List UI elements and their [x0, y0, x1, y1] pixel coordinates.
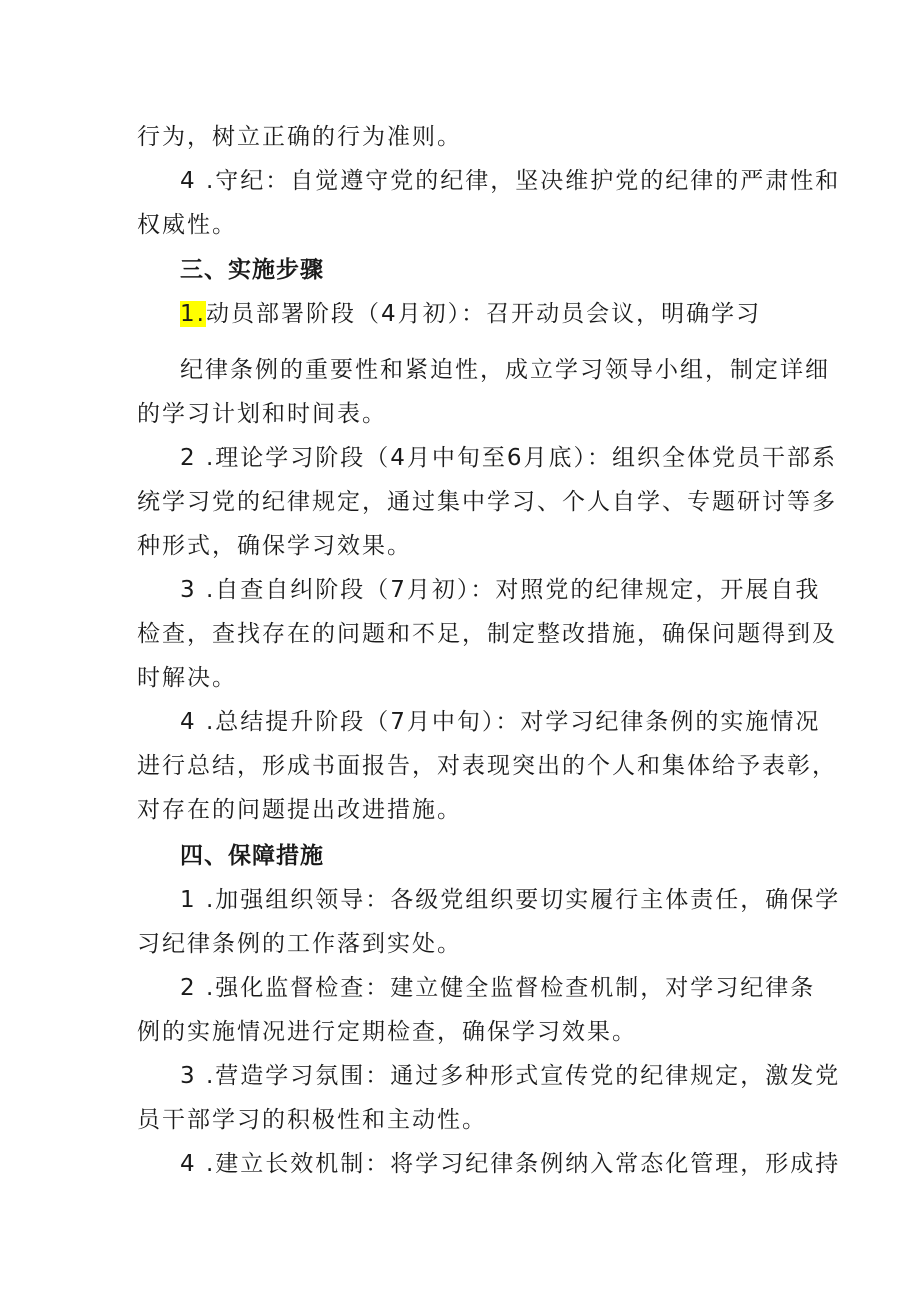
paragraph-line: 3 .营造学习氛围：通过多种形式宣传党的纪律规定，激发党 — [180, 1063, 841, 1089]
paragraph-line: 对存在的问题提出改进措施。 — [137, 797, 462, 823]
paragraph-text: 动员部署阶段（4月初）：召开动员会议，明确学习 — [205, 301, 762, 327]
paragraph-line: 行为，树立正确的行为准则。 — [137, 124, 462, 150]
paragraph-line: 4 .建立长效机制：将学习纪律条例纳入常态化管理，形成持 — [180, 1151, 841, 1177]
paragraph-line — [180, 298, 761, 330]
paragraph-line: 3 .自查自纠阶段（7月初）：对照党的纪律规定，开展自我 — [180, 577, 821, 603]
paragraph-line: 时解决。 — [137, 665, 237, 691]
paragraph-line: 1 .加强组织领导：各级党组织要切实履行主体责任，确保学 — [180, 887, 841, 913]
paragraph-line: 检查，查找存在的问题和不足，制定整改措施，确保问题得到及 — [137, 621, 837, 647]
paragraph-line: 4 .总结提升阶段（7月中旬）：对学习纪律条例的实施情况 — [180, 709, 821, 735]
paragraph-line: 习纪律条例的工作落到实处。 — [137, 931, 462, 957]
section-heading-4: 四、保障措施 — [180, 843, 324, 869]
paragraph-line: 种形式，确保学习效果。 — [137, 533, 412, 559]
paragraph-line: 2 .理论学习阶段（4月中旬至6月底）：组织全体党员干部系 — [180, 445, 838, 471]
paragraph-line: 例的实施情况进行定期检查，确保学习效果。 — [137, 1019, 637, 1045]
paragraph-line: 纪律条例的重要性和紧迫性，成立学习领导小组，制定详细 — [180, 357, 830, 383]
paragraph-line: 4 .守纪：自觉遵守党的纪律，坚决维护党的纪律的严肃性和 — [180, 168, 841, 194]
paragraph-line: 员干部学习的积极性和主动性。 — [137, 1107, 487, 1133]
section-heading-3: 三、实施步骤 — [180, 257, 324, 283]
paragraph-line: 统学习党的纪律规定，通过集中学习、个人自学、专题研讨等多 — [137, 489, 837, 515]
paragraph-line: 2 .强化监督检查：建立健全监督检查机制，对学习纪律条 — [180, 975, 816, 1001]
paragraph-line: 的学习计划和时间表。 — [137, 401, 387, 427]
paragraph-line: 权威性。 — [137, 212, 237, 238]
highlighted-number: 1. — [180, 301, 206, 327]
paragraph-line: 进行总结，形成书面报告，对表现突出的个人和集体给予表彰， — [137, 753, 837, 779]
